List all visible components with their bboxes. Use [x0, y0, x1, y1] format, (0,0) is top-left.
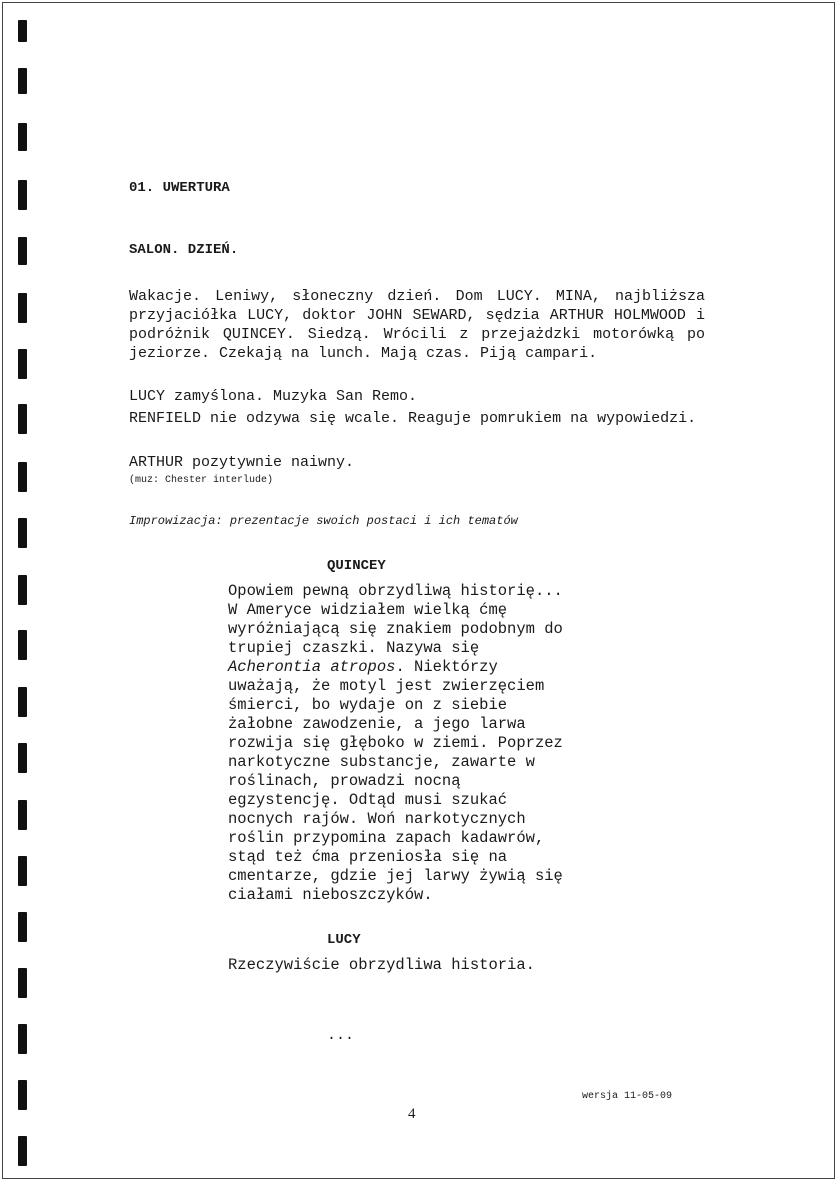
binder-hole: [18, 518, 27, 548]
binder-hole: [18, 856, 27, 886]
binder-hole: [18, 462, 27, 492]
continuation-ellipsis: ...: [327, 1027, 355, 1044]
species-name: Acherontia atropos: [228, 658, 396, 676]
improvisation-note: Improwizacja: prezentacje swoich postaci i ich tematów: [129, 514, 518, 528]
action-paragraph: Wakacje. Leniwy, słoneczny dzień. Dom LUCY. MINA, najbliższa przyjaciółka LUCY, doktor JOHN SEWARD, sędzia ARTHUR HOLMWOOD i podróżnik QUINCEY. Siedzą. Wrócili z przejażdzki motorówką po jeziorze. Czekają na lunch. Mają czas. Piją campari.: [129, 288, 705, 362]
character-name: QUINCEY: [327, 558, 386, 574]
binder-hole: [18, 912, 27, 942]
binder-hole: [18, 743, 27, 773]
music-note: (muz: Chester interlude): [129, 475, 274, 486]
binder-hole: [18, 1024, 27, 1054]
binder-hole: [18, 68, 27, 94]
binder-hole: [18, 630, 27, 660]
binder-hole: [18, 20, 27, 42]
dialogue-text: Rzeczywiście obrzydliwa historia.: [228, 956, 535, 974]
action-paragraph: RENFIELD nie odzywa się wcale. Reaguje pomrukiem na wypowiedzi.: [129, 410, 697, 427]
binder-hole: [18, 687, 27, 717]
binder-hole: [18, 1080, 27, 1110]
binder-hole: [18, 237, 27, 265]
page-number: 4: [408, 1106, 416, 1122]
binder-hole: [18, 968, 27, 998]
character-name: LUCY: [327, 932, 361, 948]
binder-hole: [18, 575, 27, 605]
dialogue-text-part: . Niektórzy uważają, że motyl jest zwierzęciem śmierci, bo wydaje on z siebie żałobne zawodzenie, a jego larwa rozwija się głęboko w ziemi. Poprzez narkotyczne substancje, zawarte w roślinach, prowadzi nocną egzystencję. Odtąd musi szukać nocnych rajów. Woń narkotycznych roślin przypomina zapach kadawrów, stąd też ćma przeniosła się na cmentarze, gdzie jej larwy żywią się ciałami nieboszczyków.: [228, 658, 563, 904]
binder-hole: [18, 404, 27, 434]
dialogue-text: [228, 582, 608, 905]
action-paragraph: ARTHUR pozytywnie naiwny.: [129, 454, 355, 471]
scene-heading: SALON. DZIEŃ.: [129, 242, 239, 258]
binder-hole: [18, 1136, 27, 1166]
scene-number: 01. UWERTURA: [129, 180, 230, 196]
binder-hole: [18, 180, 27, 210]
dialogue-text-part: Opowiem pewną obrzydliwą historię... W Ameryce widziałem wielką ćmę wyróżniającą się znakiem podobnym do trupiej czaszki. Nazywa się: [228, 582, 563, 657]
action-paragraph: LUCY zamyślona. Muzyka San Remo.: [129, 388, 418, 405]
binder-hole: [18, 349, 27, 379]
version-stamp: wersja 11-05-09: [582, 1091, 673, 1102]
binder-hole: [18, 800, 27, 830]
binder-hole: [18, 293, 27, 323]
binder-hole: [18, 123, 27, 151]
